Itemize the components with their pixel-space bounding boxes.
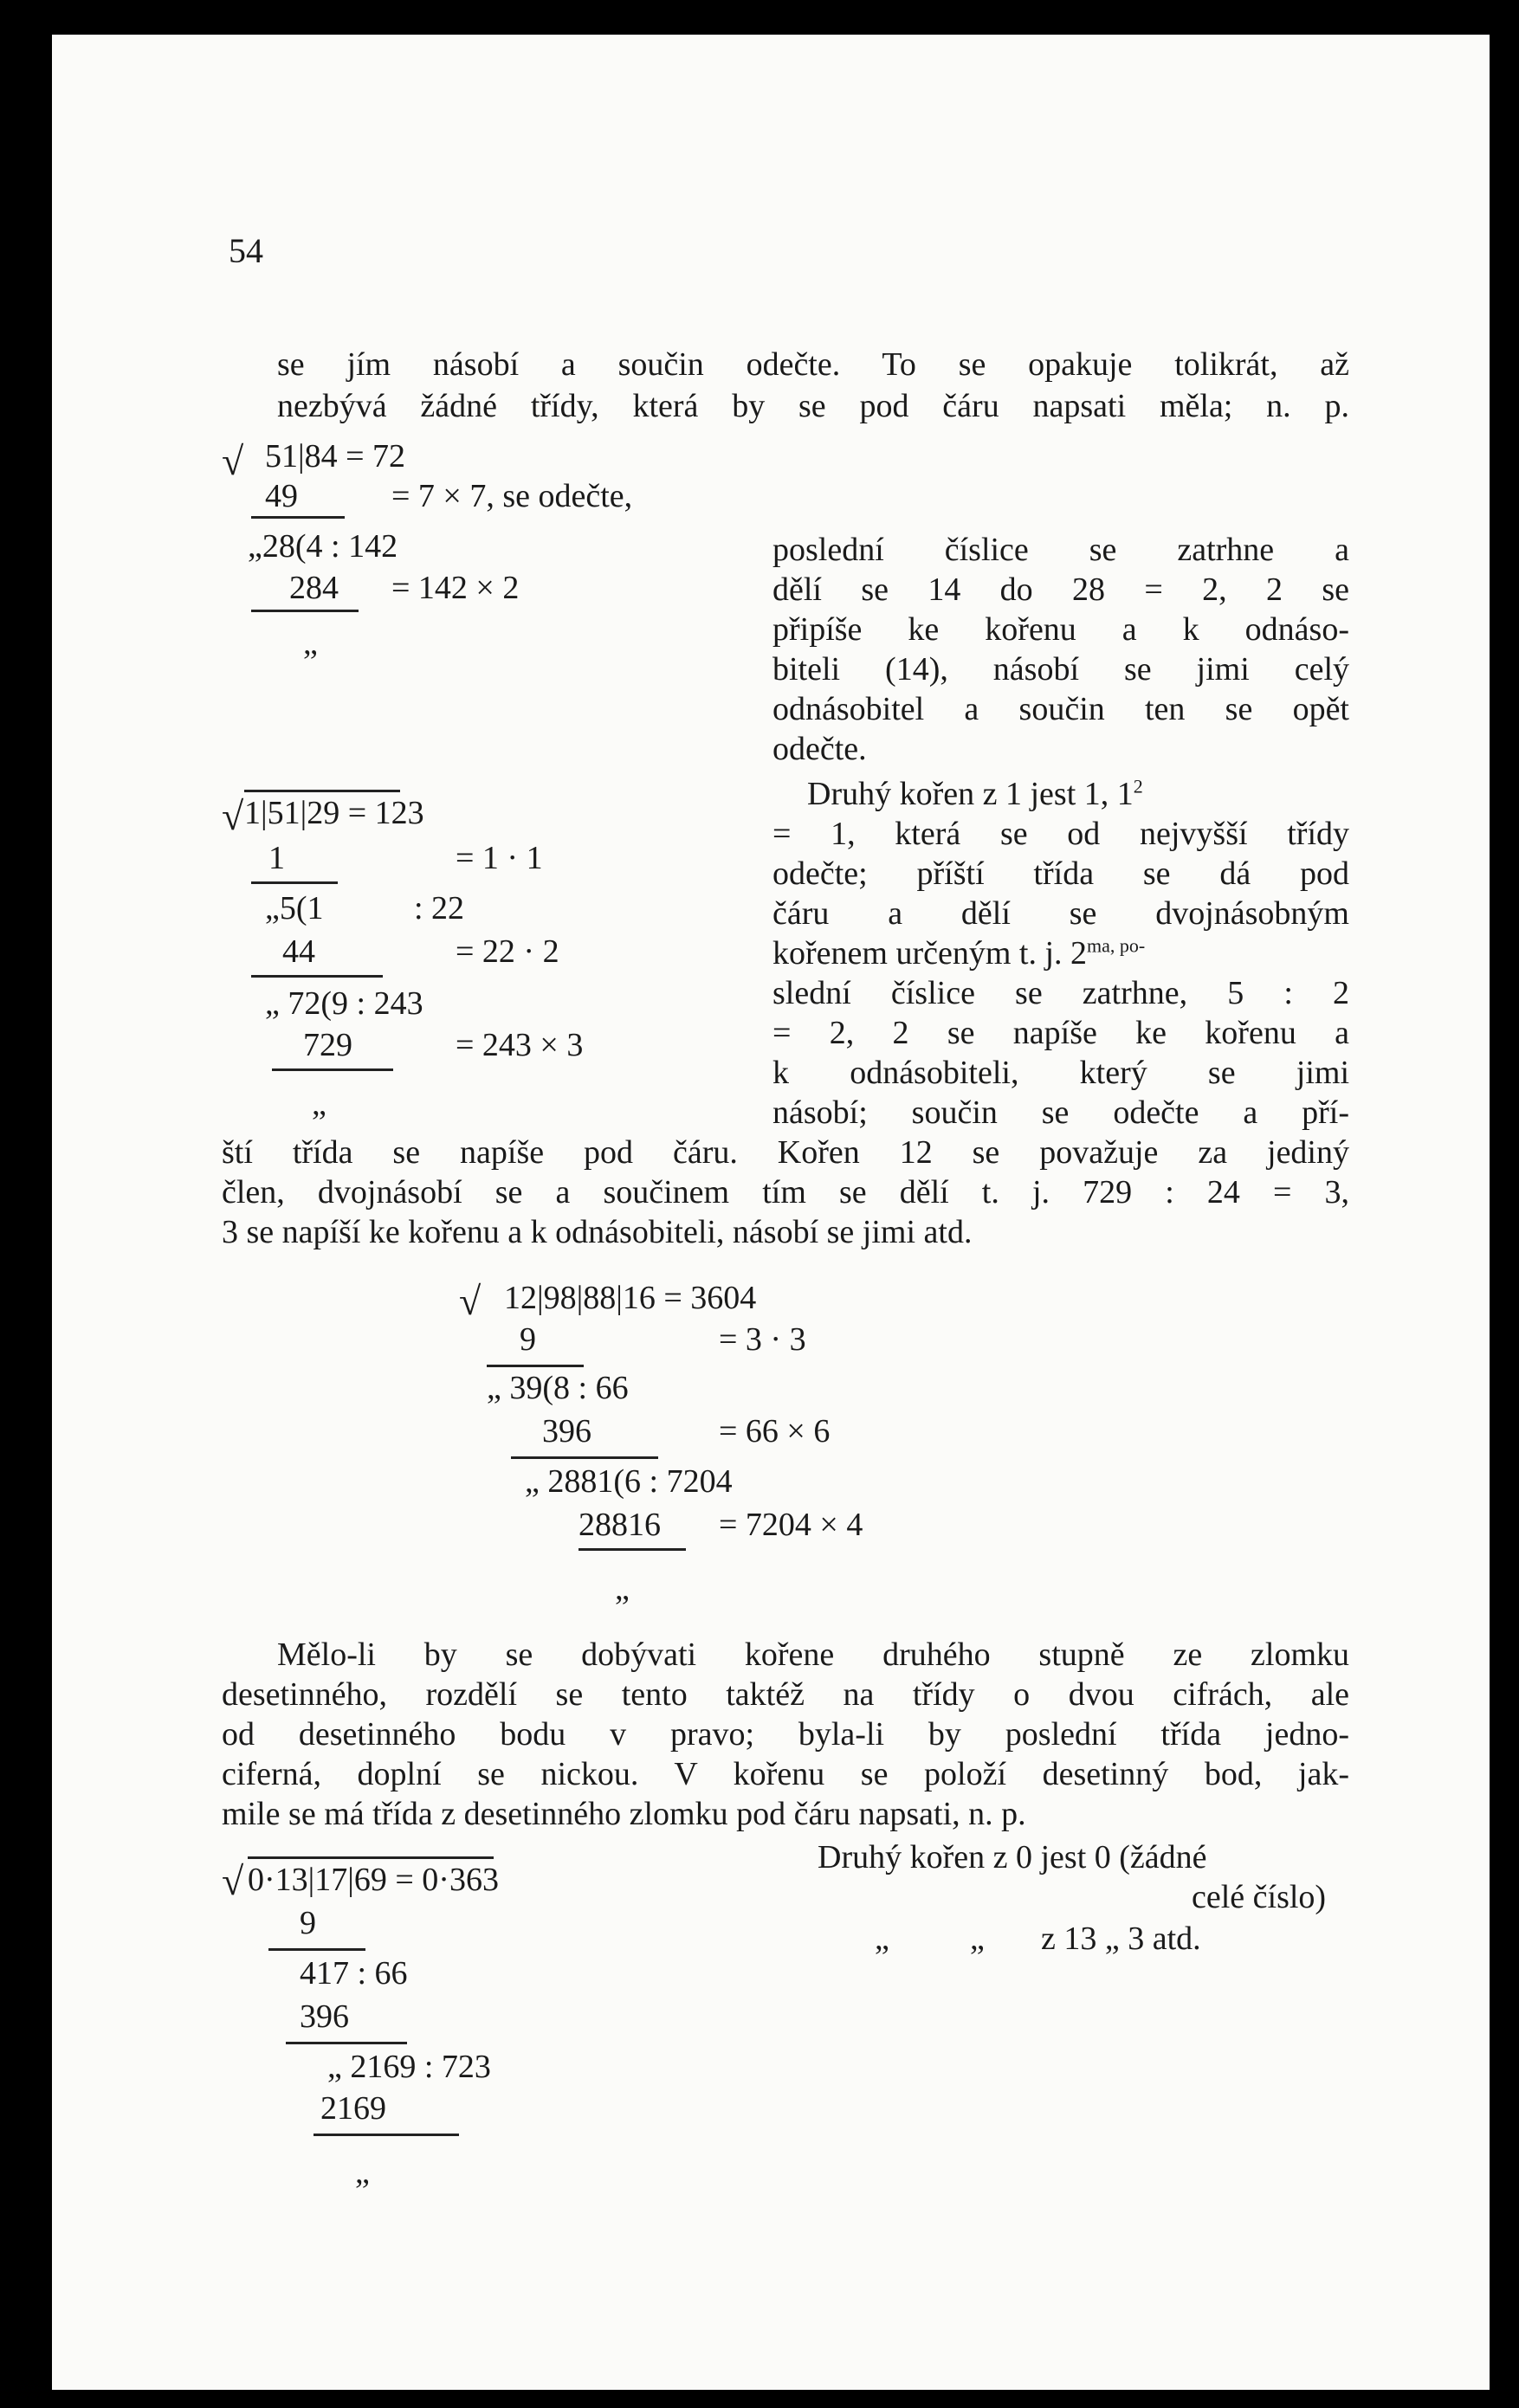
ex1-row-4b: = 142 × 2 xyxy=(391,570,520,606)
ex2-desc-7: = 2, 2 se napíše ke kořenu a xyxy=(772,1015,1349,1051)
ex3-row-3: „ 39(8 : 66 xyxy=(487,1370,629,1406)
ex4-row-2: 9 xyxy=(300,1905,316,1941)
ex4-desc-1: Druhý kořen z 0 jest 0 (žádné xyxy=(818,1839,1207,1875)
ex4-row-7: „ xyxy=(355,2154,370,2191)
ex4-row-5: „ 2169 : 723 xyxy=(327,2049,491,2085)
ex4-desc-3b: „ xyxy=(970,1921,985,1957)
ex2-row-2b: = 1 · 1 xyxy=(456,840,543,876)
ex2-desc-5: kořenem určeným t. j. $2^{ma, po-}$ xyxy=(772,934,1146,972)
ex2-row-3b: : 22 xyxy=(414,890,465,926)
ex2-rule-2 xyxy=(251,975,383,978)
ex4-rule-2 xyxy=(286,2042,407,2044)
para2-line-5: mile se má třída z desetinného zlomku pod čáru napsati, n. p. xyxy=(222,1796,1026,1832)
page-number: 54 xyxy=(229,231,263,270)
ex1-desc-2: dělí se 14 do 28 = 2, 2 se xyxy=(772,571,1349,608)
ex1-row-2: 49 xyxy=(265,478,298,514)
ex2-row-1: 1|51|29 = 123 xyxy=(244,795,424,831)
intro-line-2: nezbývá žádné třídy, která by se pod čáru napsati měla; n. p. xyxy=(277,388,1349,424)
ex1-row-5: „ xyxy=(303,625,318,662)
ex2-desc-6: slední číslice se zatrhne, 5 : 2 xyxy=(772,975,1349,1011)
ex2-rule-3 xyxy=(272,1068,393,1071)
ex4-row-1: 0·13|17|69 = 0·363 xyxy=(248,1862,499,1898)
ex2-desc-2: = 1, která se od nejvyšší třídy xyxy=(772,816,1349,852)
ex3-rule-1 xyxy=(487,1365,584,1367)
radical-sign: √ xyxy=(222,794,244,838)
ex2-row-5: „ 72(9 : 243 xyxy=(265,985,423,1022)
ex1-row-1: 51|84 = 72 xyxy=(265,438,406,474)
ex1-desc-5: odnásobitel a součin ten se opět xyxy=(772,691,1349,727)
ex3-row-2b: = 3 · 3 xyxy=(719,1321,806,1358)
para2-line-2: desetinného, rozdělí se tento taktéž na třídy o dvou cifrách, ale xyxy=(222,1676,1349,1713)
ex1-row-3: „28(4 : 142 xyxy=(248,528,398,565)
scan-edge xyxy=(1491,35,1498,2390)
ex2-desc-1: Druhý kořen z 1 jest 1, $1^2$ xyxy=(807,775,1143,812)
ex4-desc-3a: „ xyxy=(875,1921,889,1957)
para2-line-4: ciferná, doplní se nickou. V kořenu se položí desetinný bod, jak- xyxy=(222,1756,1349,1792)
ex2-row-4b: = 22 · 2 xyxy=(456,933,559,970)
ex1-desc-4: biteli (14), násobí se jimi celý xyxy=(772,651,1349,688)
ex4-vinculum xyxy=(248,1856,494,1859)
para2-line-3: od desetinného bodu v pravo; byla-li by poslední třída jedno- xyxy=(222,1716,1349,1753)
radical-sign: √ xyxy=(222,439,244,483)
intro-line-1: se jím násobí a součin odečte. To se opakuje tolikrát, až xyxy=(277,346,1349,383)
ex4-rule-3 xyxy=(313,2134,459,2136)
ex1-desc-1: poslední číslice se zatrhne a xyxy=(772,532,1349,568)
ex1-rule-2 xyxy=(251,610,359,612)
ex3-row-6b: = 7204 × 4 xyxy=(719,1507,863,1543)
ex3-row-4b: = 66 × 6 xyxy=(719,1413,831,1449)
ex1-rule-1 xyxy=(251,516,345,519)
ex1-desc-3: připíše ke kořenu a k odnáso- xyxy=(772,611,1349,648)
ex4-rule-1 xyxy=(268,1948,365,1951)
ex3-row-2: 9 xyxy=(520,1321,536,1358)
ex4-desc-2: celé číslo) xyxy=(1192,1879,1327,1915)
ex4-row-4: 396 xyxy=(300,1998,349,2035)
ex3-row-1: 12|98|88|16 = 3604 xyxy=(504,1280,757,1316)
ex3-row-6: 28816 xyxy=(579,1507,661,1543)
ex2-cont-1: ští třída se napíše pod čáru. Kořen 12 se považuje za jediný xyxy=(222,1134,1349,1171)
ex2-row-3: „5(1 xyxy=(265,890,324,926)
radical-sign: √ xyxy=(222,1859,244,1903)
ex2-desc-4: čáru a dělí se dvojnásobným xyxy=(772,895,1349,932)
ex4-desc-3c: z 13 „ 3 atd. xyxy=(1041,1921,1201,1957)
ex2-row-4: 44 xyxy=(282,933,315,970)
para2-line-1: Mělo-li by se dobývati kořene druhého stupně ze zlomku xyxy=(277,1637,1349,1673)
ex2-desc-3: odečte; příští třída se dá pod xyxy=(772,855,1349,892)
ex3-row-4: 396 xyxy=(542,1413,591,1449)
ex2-desc-8: k odnásobiteli, který se jimi xyxy=(772,1055,1349,1091)
ex3-row-5: „ 2881(6 : 7204 xyxy=(525,1463,733,1500)
ex2-rule-1 xyxy=(251,881,338,884)
ex2-vinculum xyxy=(244,790,400,792)
ex4-row-6: 2169 xyxy=(320,2090,386,2127)
ex3-row-7: „ xyxy=(615,1571,630,1607)
ex2-cont-3: 3 se napíší ke kořenu a k odnásobiteli, násobí se jimi atd. xyxy=(222,1214,973,1250)
ex3-rule-3 xyxy=(579,1548,686,1551)
ex1-desc-6: odečte. xyxy=(772,731,867,767)
ex2-row-6b: = 243 × 3 xyxy=(456,1027,584,1063)
ex1-row-4: 284 xyxy=(289,570,339,606)
ex1-row-2b: = 7 × 7, se odečte, xyxy=(391,478,633,514)
radical-sign: √ xyxy=(459,1279,482,1323)
ex2-row-2: 1 xyxy=(268,840,285,876)
ex2-row-7: „ xyxy=(312,1086,326,1122)
ex2-row-6: 729 xyxy=(303,1027,352,1063)
ex2-cont-2: člen, dvojnásobí se a součinem tím se dělí t. j. 729 : 24 = 3, xyxy=(222,1174,1349,1210)
ex4-row-3: 417 : 66 xyxy=(300,1955,408,1992)
ex2-desc-9: násobí; součin se odečte a pří- xyxy=(772,1094,1349,1131)
ex3-rule-2 xyxy=(511,1456,658,1459)
book-page xyxy=(52,35,1490,2390)
